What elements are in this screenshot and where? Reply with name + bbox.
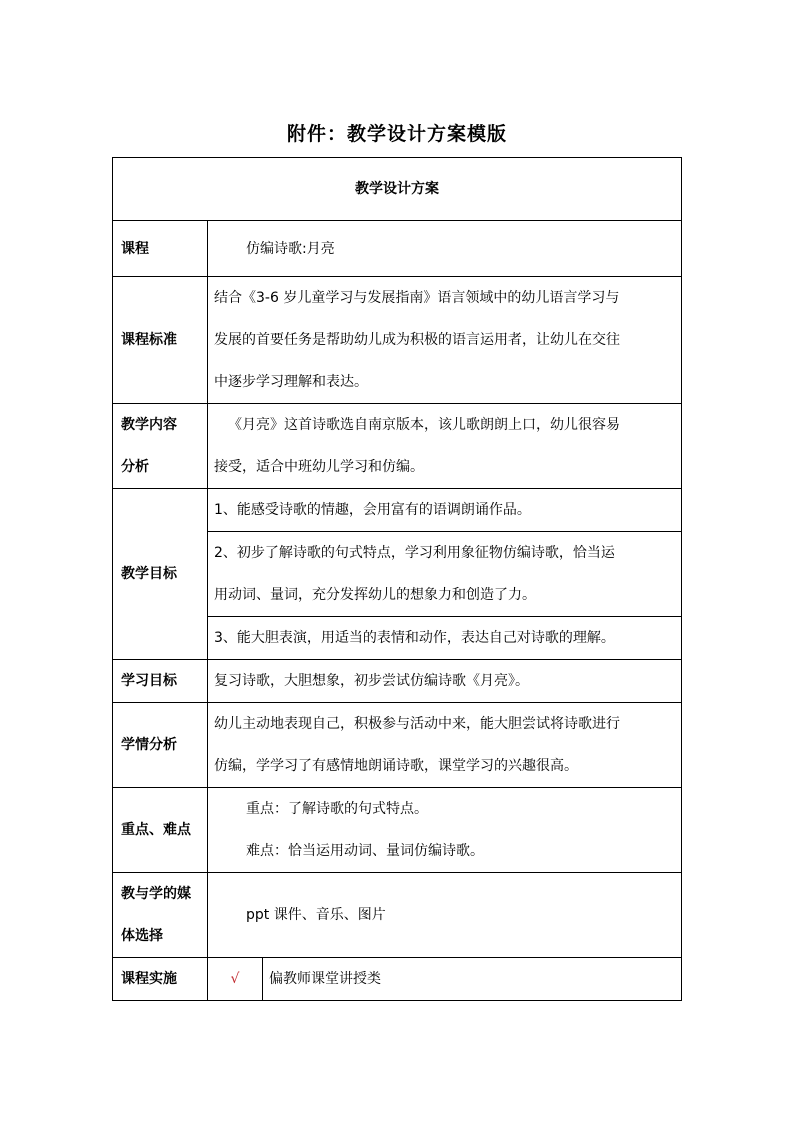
learner-line: 幼儿主动地表现自己，积极参与活动中来，能大胆尝试将诗歌进行	[214, 716, 620, 732]
goal-line: 1、能感受诗歌的情趣，会用富有的语调朗诵作品。	[214, 502, 531, 518]
label-teaching-goals: 教学目标	[113, 489, 208, 660]
goal-item-3	[208, 617, 682, 660]
value-course: 仿编诗歌:月亮	[208, 221, 682, 277]
label-learning-goal: 学习目标	[113, 660, 208, 703]
checkmark-icon[interactable]: √	[208, 958, 263, 1001]
label-key-points: 重点、难点	[113, 788, 208, 873]
label-line: 分析	[121, 459, 149, 475]
row-key-points	[113, 788, 682, 873]
row-media	[113, 873, 682, 958]
label-implementation: 课程实施	[113, 958, 208, 1001]
content-line: 接受，适合中班幼儿学习和仿编。	[214, 459, 424, 475]
label-course: 课程	[113, 221, 208, 277]
key-point-line: 难点：恰当运用动词、量词仿编诗歌。	[246, 843, 484, 859]
content-line: 《月亮》这首诗歌选自南京版本，该儿歌朗朗上口，幼儿很容易	[228, 417, 620, 433]
standard-line: 结合《3-6 岁儿童学习与发展指南》语言领域中的幼儿语言学习与	[214, 290, 620, 306]
row-goal-1	[113, 489, 682, 532]
label-line: 教与学的媒	[121, 886, 191, 902]
label-line: 教学内容	[121, 417, 177, 433]
label-standard: 课程标准	[113, 277, 208, 404]
standard-line: 中逐步学习理解和表达。	[214, 374, 368, 390]
table-header: 教学设计方案	[113, 158, 682, 221]
row-content-analysis	[113, 404, 682, 489]
key-point-line: 重点：了解诗歌的句式特点。	[246, 801, 428, 817]
value-key-points	[208, 788, 682, 873]
row-learning-goal	[113, 660, 682, 703]
standard-line: 发展的首要任务是帮助幼儿成为积极的语言运用者，让幼儿在交往	[214, 332, 620, 348]
value-learning-goal: 复习诗歌，大胆想象，初步尝试仿编诗歌《月亮》。	[208, 660, 682, 703]
row-course	[113, 221, 682, 277]
lesson-plan-table	[112, 157, 682, 1001]
row-standard	[113, 277, 682, 404]
label-media	[113, 873, 208, 958]
learner-line: 仿编，学学习了有感情地朗诵诗歌，课堂学习的兴趣很高。	[214, 758, 578, 774]
row-learner-analysis	[113, 703, 682, 788]
goal-line: 2、初步了解诗歌的句式特点，学习利用象征物仿编诗歌，恰当运	[214, 545, 615, 561]
goal-item-1	[208, 489, 682, 532]
label-content-analysis	[113, 404, 208, 489]
goal-line: 3、能大胆表演，用适当的表情和动作，表达自己对诗歌的理解。	[214, 630, 615, 646]
document-title: 附件：教学设计方案模版	[286, 123, 507, 145]
label-line: 体选择	[121, 928, 163, 944]
label-learner-analysis: 学情分析	[113, 703, 208, 788]
value-standard	[208, 277, 682, 404]
value-implementation: 偏教师课堂讲授类	[263, 958, 682, 1001]
value-learner-analysis	[208, 703, 682, 788]
goal-line: 用动词、量词，充分发挥幼儿的想象力和创造了力。	[214, 587, 536, 603]
table-header-row	[113, 158, 682, 221]
goal-item-2	[208, 532, 682, 617]
value-media: ppt 课件、音乐、图片	[208, 873, 682, 958]
value-content-analysis	[208, 404, 682, 489]
row-implementation	[113, 958, 682, 1001]
